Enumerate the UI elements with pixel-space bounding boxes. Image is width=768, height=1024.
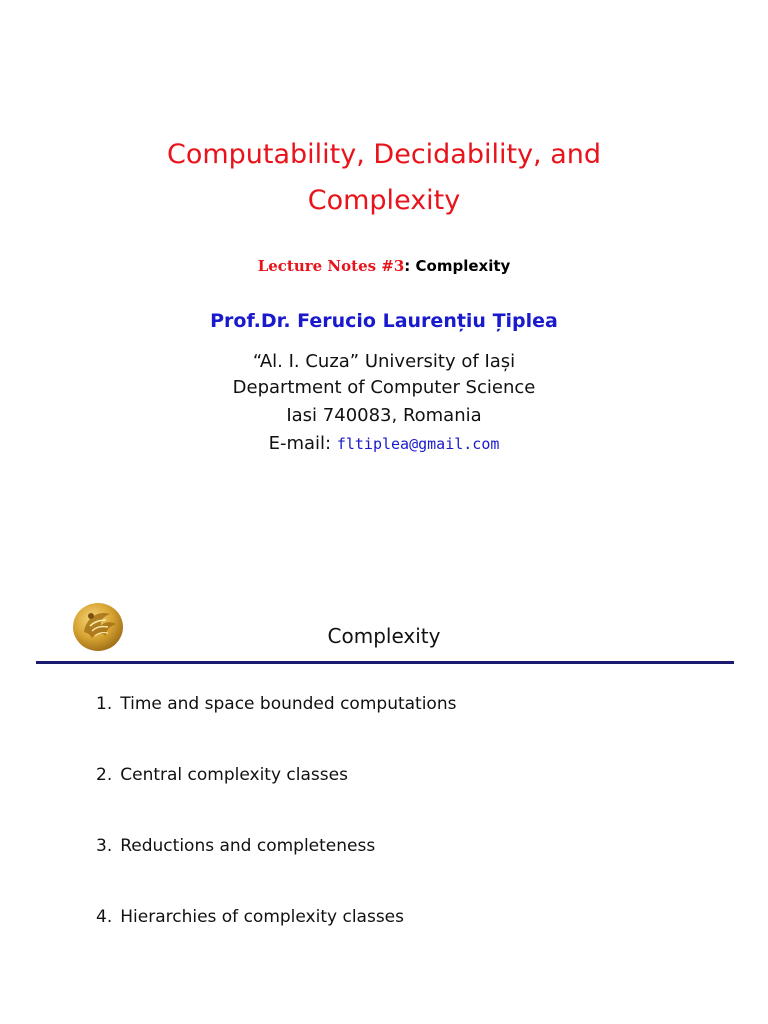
list-item-number: 2. bbox=[96, 765, 113, 785]
list-item bbox=[96, 763, 348, 787]
title-line-2: Complexity bbox=[307, 185, 461, 216]
list-item-text: Reductions and completeness bbox=[120, 836, 376, 856]
title-line-1: Computability, Decidability, and bbox=[166, 139, 602, 170]
lecture-label: Lecture Notes #3 bbox=[257, 257, 405, 275]
list-item bbox=[96, 834, 375, 858]
department-name: Department of Computer Science bbox=[232, 377, 536, 398]
section-title: Complexity bbox=[327, 624, 441, 648]
section-divider bbox=[36, 661, 734, 664]
list-item-text: Time and space bounded computations bbox=[120, 694, 457, 714]
list-item-number: 3. bbox=[96, 836, 113, 856]
list-item-text: Hierarchies of complexity classes bbox=[120, 907, 404, 927]
email-link[interactable]: fltiplea@gmail.com bbox=[336, 435, 500, 453]
author-name: Prof.Dr. Ferucio Laurențiu Țiplea bbox=[210, 310, 558, 332]
email-label: E-mail: bbox=[268, 433, 332, 454]
list-item-number: 1. bbox=[96, 694, 113, 714]
lecture-topic: Complexity bbox=[415, 257, 511, 275]
lecture-subtitle bbox=[0, 256, 768, 276]
list-item bbox=[96, 905, 404, 929]
list-item-number: 4. bbox=[96, 907, 113, 927]
list-item bbox=[96, 692, 456, 716]
address: Iasi 740083, Romania bbox=[286, 405, 482, 426]
lecture-separator: : bbox=[404, 257, 411, 275]
list-item-text: Central complexity classes bbox=[120, 765, 348, 785]
email-line bbox=[0, 431, 768, 457]
university-name: “Al. I. Cuza” University of Iași bbox=[252, 351, 516, 372]
